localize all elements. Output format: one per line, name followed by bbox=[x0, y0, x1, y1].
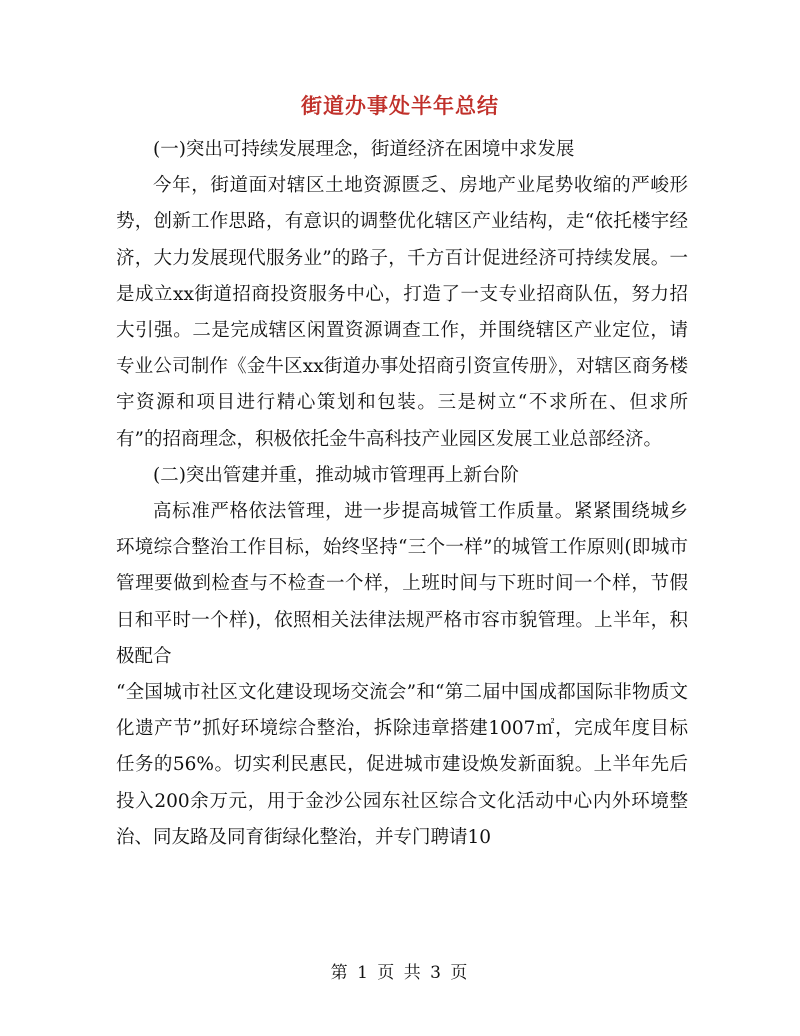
page-number-footer: 第 1 页 共 3 页 bbox=[330, 963, 470, 983]
section-2-paragraph-2: “全国城市社区文化建设现场交流会”和“第二届中国成都国际非物质文化遗产节”抓好环境综合整治，拆除违章搭建1007㎡，完成年度目标任务的56%。切实利民惠民，促进城市建设焕发新面貌。上半年先后投入200余万元，用于金沙公园东社区综合文化活动中心内外环境整治、同友路及同育街绿化整治，并专门聘请10 bbox=[116, 682, 688, 848]
document-body bbox=[116, 132, 688, 856]
section-1-paragraph: 今年，街道面对辖区土地资源匮乏、房地产业尾势收缩的严峻形势，创新工作思路，有意识的调整优化辖区产业结构，走“依托楼宇经济，大力发展现代服务业”的路子，千方百计促进经济可持续发展。一是成立xx街道招商投资服务中心，打造了一支专业招商队伍，努力招大引强。二是完成辖区闲置资源调查工作，并围绕辖区产业定位，请专业公司制作《金牛区xx街道办事处招商引资宣传册》，对辖区商务楼宇资源和项目进行精心策划和包装。三是树立“不求所在、但求所有”的招商理念，积极依托金牛高科技产业园区发展工业总部经济。 bbox=[116, 175, 688, 450]
section-2-paragraph-1: 高标准严格依法管理，进一步提高城管工作质量。紧紧围绕城乡环境综合整治工作目标，始终坚持“三个一样”的城管工作原则(即城市管理要做到检查与不检查一个样，上班时间与下班时间一个样，节假日和平时一个样)，依照相关法律法规严格市容市貌管理。上半年，积极配合 bbox=[116, 501, 688, 667]
section-1-heading: (一)突出可持续发展理念，街道经济在困境中求发展 bbox=[153, 139, 575, 160]
document-title: 街道办事处半年总结 bbox=[301, 93, 499, 118]
section-2-heading: (二)突出管建并重，推动城市管理再上新台阶 bbox=[153, 464, 519, 486]
